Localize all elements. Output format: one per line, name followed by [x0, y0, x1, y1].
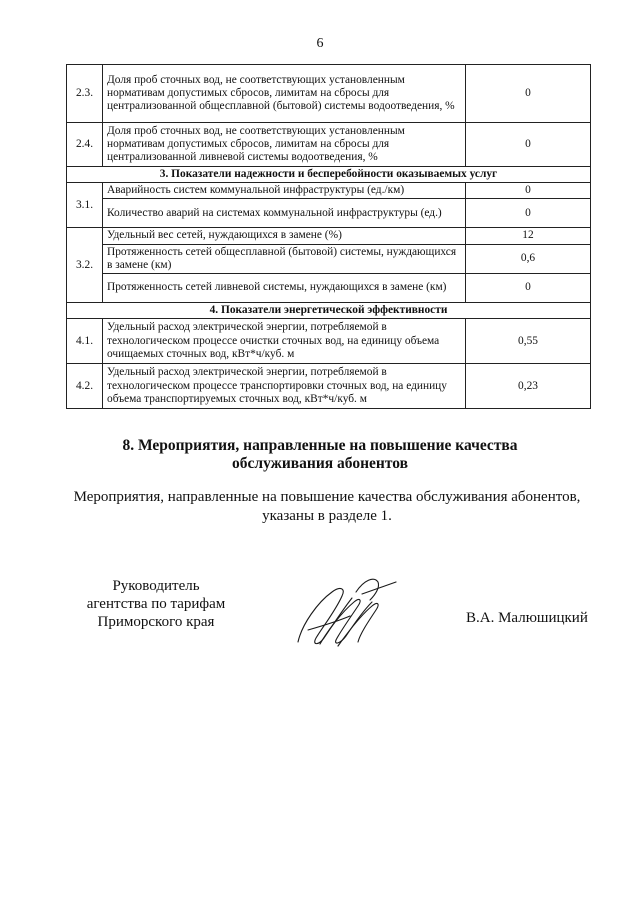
- signatory-title-line2: агентства по тарифам: [86, 596, 226, 612]
- section-3-title: 3. Показатели надежности и бесперебойности оказываемых услуг: [67, 167, 591, 183]
- table-row: [67, 274, 591, 303]
- row-number: 4.1.: [67, 319, 103, 364]
- handwritten-signature: [292, 572, 402, 652]
- table-row: [67, 244, 591, 273]
- page-number: 6: [316, 36, 324, 51]
- indicator-value: 0: [466, 274, 591, 303]
- signatory-title-line3: Приморского края: [97, 614, 215, 630]
- table-row: [67, 199, 591, 228]
- table-row: [67, 319, 591, 364]
- indicator-name: Протяженность сетей ливневой системы, нуждающихся в замене (км): [103, 274, 466, 303]
- section-8-text: Мероприятия, направленные на повышение качества обслуживания абонентов, указаны в разделе 1.: [73, 489, 581, 524]
- row-number: 3.1.: [67, 183, 103, 228]
- indicator-name: Удельный расход электрической энергии, потребляемой в технологическом процессе транспортировки сточных вод, на единицу объема транспортируемых сточных вод, кВт*ч/куб. м: [103, 364, 466, 409]
- indicator-name: Удельный расход электрической энергии, потребляемой в технологическом процессе очистки сточных вод, на единицу объема очищаемых сточных вод, кВт*ч/куб. м: [103, 319, 466, 364]
- section-8-heading: [0, 437, 640, 473]
- signatory-title: [66, 577, 246, 631]
- indicator-value: 0: [466, 123, 591, 167]
- row-number: 2.3.: [67, 65, 103, 123]
- section-row: [67, 303, 591, 319]
- section-4-title: 4. Показатели энергетической эффективности: [67, 303, 591, 319]
- indicator-value: 0: [466, 199, 591, 228]
- section-8-heading-line1: 8. Мероприятия, направленные на повышение качества: [122, 437, 518, 454]
- indicator-name: Доля проб сточных вод, не соответствующих установленным нормативам допустимых сбросов, лимитам на сбросы для централизованной ливневой системы водоотведения, %: [103, 123, 466, 167]
- row-number: 2.4.: [67, 123, 103, 167]
- indicator-value: 0,6: [466, 244, 591, 273]
- signatory-title-line1: Руководитель: [112, 578, 200, 594]
- indicator-name: Доля проб сточных вод, не соответствующих установленным нормативам допустимых сбросов, лимитам на сбросы для централизованной общесплавной (бытовой) системы водоотведения, %: [103, 65, 466, 123]
- section-8-heading-line2: обслуживания абонентов: [232, 455, 408, 472]
- indicator-name: Протяженность сетей общесплавной (бытовой) системы, нуждающихся в замене (км): [103, 244, 466, 273]
- indicator-value: 12: [466, 228, 591, 244]
- indicator-name: Аварийность систем коммунальной инфраструктуры (ед./км): [103, 183, 466, 199]
- section-row: [67, 167, 591, 183]
- row-number: 3.2.: [67, 228, 103, 303]
- table-row: [67, 228, 591, 244]
- indicator-value: 0,55: [466, 319, 591, 364]
- row-number: 4.2.: [67, 364, 103, 409]
- table-row: [67, 364, 591, 409]
- indicators-table: [66, 64, 591, 409]
- table-row: [67, 183, 591, 199]
- signatory-name: В.А. Малюшицкий: [466, 610, 588, 626]
- indicator-name: Количество аварий на системах коммунальной инфраструктуры (ед.): [103, 199, 466, 228]
- indicator-name: Удельный вес сетей, нуждающихся в замене (%): [103, 228, 466, 244]
- indicator-value: 0,23: [466, 364, 591, 409]
- table-row: [67, 65, 591, 123]
- table-row: [67, 123, 591, 167]
- indicator-value: 0: [466, 183, 591, 199]
- indicator-value: 0: [466, 65, 591, 123]
